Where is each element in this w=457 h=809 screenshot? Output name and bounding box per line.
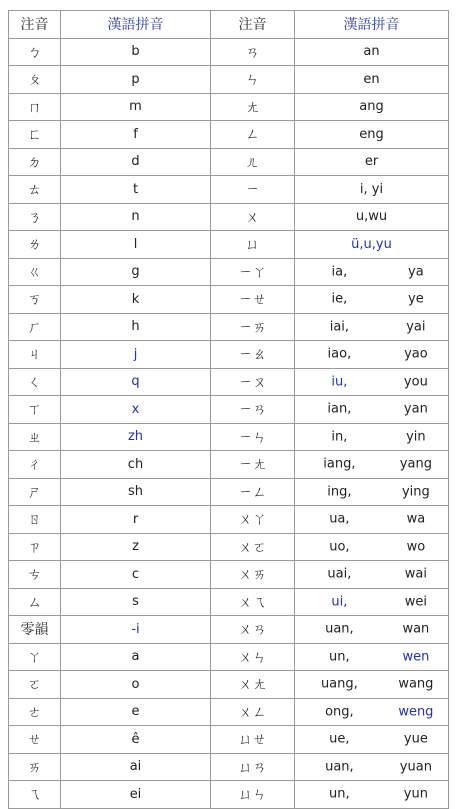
table-row — [9, 148, 449, 176]
table-row — [9, 38, 449, 66]
zhuyin-cell: ㄣ — [211, 66, 295, 94]
pinyin-standalone-form: wen — [402, 649, 430, 665]
zhuyin-cell: ㄞ — [9, 753, 61, 781]
zhuyin-cell: ㄋ — [9, 203, 61, 231]
pinyin-form: iang, — [323, 456, 356, 472]
pinyin-cell — [295, 781, 449, 809]
pinyin-cell: b — [61, 38, 211, 66]
table-row — [9, 561, 449, 589]
pinyin-cell: e — [61, 698, 211, 726]
pinyin-standalone-form: yue — [403, 731, 428, 747]
zhuyin-cell: ㄢ — [211, 38, 295, 66]
pinyin-form: uai, — [327, 566, 352, 582]
table-row — [9, 231, 449, 259]
zhuyin-cell: ㄔ — [9, 451, 61, 479]
pinyin-standalone-form: yan — [403, 401, 428, 417]
table-row — [9, 506, 449, 534]
pinyin-cell: d — [61, 148, 211, 176]
pinyin-standalone-form: ya — [408, 264, 424, 280]
pinyin-form: un, — [329, 786, 350, 802]
pinyin-cell: sh — [61, 478, 211, 506]
table-row — [9, 451, 449, 479]
pinyin-form: ie, — [331, 291, 348, 307]
zhuyin-cell: ㄨㄢ — [211, 616, 295, 644]
pinyin-cell: ang — [295, 93, 449, 121]
zhuyin-cell: ㄧㄞ — [211, 313, 295, 341]
pinyin-cell: x — [61, 396, 211, 424]
table-row — [9, 671, 449, 699]
pinyin-form: ian, — [327, 401, 352, 417]
pinyin-cell: j — [61, 341, 211, 369]
pinyin-cell: p — [61, 66, 211, 94]
zhuyin-cell: ㄟ — [9, 781, 61, 809]
pinyin-cell: f — [61, 121, 211, 149]
zhuyin-cell: ㄧㄤ — [211, 451, 295, 479]
zhuyin-cell: ㄘ — [9, 561, 61, 589]
zhuyin-cell: 零韻 — [9, 616, 61, 644]
pinyin-standalone-form: yao — [404, 346, 428, 362]
pinyin-cell — [295, 671, 449, 699]
zhuyin-cell: ㄊ — [9, 176, 61, 204]
pinyin-standalone-form: yang — [399, 456, 432, 472]
pinyin-cell: ai — [61, 753, 211, 781]
zhuyin-cell: ㄖ — [9, 506, 61, 534]
pinyin-cell: n — [61, 203, 211, 231]
pinyin-cell — [295, 451, 449, 479]
pinyin-cell — [295, 313, 449, 341]
pinyin-cell: eng — [295, 121, 449, 149]
pinyin-cell — [295, 561, 449, 589]
pinyin-standalone-form: yun — [403, 786, 428, 802]
pinyin-cell — [295, 396, 449, 424]
table-row — [9, 313, 449, 341]
pinyin-standalone-form: yai — [406, 319, 426, 335]
pinyin-cell — [295, 643, 449, 671]
zhuyin-cell: ㄌ — [9, 231, 61, 259]
pinyin-cell: a — [61, 643, 211, 671]
pinyin-cell — [295, 588, 449, 616]
pinyin-form: uang, — [320, 676, 358, 692]
zhuyin-cell: ㄩ — [211, 231, 295, 259]
pinyin-form: ia, — [331, 264, 348, 280]
pinyin-cell — [295, 478, 449, 506]
table-row — [9, 478, 449, 506]
pinyin-cell: k — [61, 286, 211, 314]
pinyin-cell: q — [61, 368, 211, 396]
zhuyin-cell: ㄨㄤ — [211, 671, 295, 699]
pinyin-form: in, — [331, 429, 348, 445]
pinyin-cell: o — [61, 671, 211, 699]
zhuyin-cell: ㄉ — [9, 148, 61, 176]
zhuyin-cell: ㄑ — [9, 368, 61, 396]
zhuyin-cell: ㄛ — [9, 671, 61, 699]
zhuyin-cell: ㄙ — [9, 588, 61, 616]
pinyin-cell — [295, 753, 449, 781]
pinyin-standalone-form: wang — [398, 676, 434, 692]
pinyin-form: un, — [329, 649, 350, 665]
zhuyin-cell: ㄜ — [9, 698, 61, 726]
zhuyin-cell: ㄧㄥ — [211, 478, 295, 506]
zhuyin-cell: ㄤ — [211, 93, 295, 121]
zhuyin-cell: ㄆ — [9, 66, 61, 94]
zhuyin-pinyin-table — [8, 10, 449, 809]
pinyin-standalone-form: wei — [404, 594, 427, 610]
pinyin-cell: i, yi — [295, 176, 449, 204]
zhuyin-cell: ㄧㄠ — [211, 341, 295, 369]
zhuyin-cell: ㄐ — [9, 341, 61, 369]
pinyin-form: uan, — [325, 621, 354, 637]
table-row — [9, 753, 449, 781]
zhuyin-cell: ㄩㄢ — [211, 753, 295, 781]
zhuyin-cell: ㄨㄣ — [211, 643, 295, 671]
pinyin-cell: ê — [61, 726, 211, 754]
table-row — [9, 203, 449, 231]
pinyin-cell: h — [61, 313, 211, 341]
pinyin-cell: ch — [61, 451, 211, 479]
zhuyin-cell: ㄦ — [211, 148, 295, 176]
pinyin-form: ong, — [325, 704, 354, 720]
pinyin-cell — [295, 368, 449, 396]
zhuyin-cell: ㄗ — [9, 533, 61, 561]
pinyin-cell — [295, 341, 449, 369]
pinyin-cell: g — [61, 258, 211, 286]
zhuyin-cell: ㄈ — [9, 121, 61, 149]
table-row — [9, 66, 449, 94]
table-row — [9, 258, 449, 286]
pinyin-cell — [295, 698, 449, 726]
pinyin-cell — [295, 258, 449, 286]
zhuyin-cell: ㄧㄝ — [211, 286, 295, 314]
zhuyin-cell: ㄨㄞ — [211, 561, 295, 589]
zhuyin-cell: ㄇ — [9, 93, 61, 121]
zhuyin-cell: ㄨㄛ — [211, 533, 295, 561]
table-row — [9, 286, 449, 314]
pinyin-form: uan, — [325, 759, 354, 775]
table-row — [9, 368, 449, 396]
table-row — [9, 176, 449, 204]
pinyin-standalone-form: wan — [402, 621, 430, 637]
zhuyin-cell: ㄨㄟ — [211, 588, 295, 616]
table-row — [9, 588, 449, 616]
pinyin-cell: m — [61, 93, 211, 121]
zhuyin-cell: ㄧㄢ — [211, 396, 295, 424]
pinyin-standalone-form: ye — [408, 291, 424, 307]
zhuyin-cell: ㄚ — [9, 643, 61, 671]
pinyin-standalone-form: yuan — [399, 759, 432, 775]
table-row — [9, 121, 449, 149]
table-row — [9, 423, 449, 451]
table-row — [9, 341, 449, 369]
pinyin-cell — [295, 533, 449, 561]
pinyin-cell: en — [295, 66, 449, 94]
zhuyin-cell: ㄕ — [9, 478, 61, 506]
zhuyin-cell: ㄧㄡ — [211, 368, 295, 396]
pinyin-cell — [295, 616, 449, 644]
pinyin-cell: an — [295, 38, 449, 66]
pinyin-form: ing, — [327, 484, 352, 500]
table-row — [9, 533, 449, 561]
zhuyin-cell: ㄒ — [9, 396, 61, 424]
pinyin-standalone-form: wa — [406, 511, 426, 527]
zhuyin-cell: ㄝ — [9, 726, 61, 754]
zhuyin-cell: ㄧㄣ — [211, 423, 295, 451]
zhuyin-cell: ㄎ — [9, 286, 61, 314]
table-row — [9, 781, 449, 809]
zhuyin-cell: ㄓ — [9, 423, 61, 451]
pinyin-standalone-form: yin — [406, 429, 426, 445]
pinyin-cell: c — [61, 561, 211, 589]
pinyin-cell: r — [61, 506, 211, 534]
table-row — [9, 643, 449, 671]
pinyin-form: uo, — [329, 539, 350, 555]
pinyin-cell — [295, 286, 449, 314]
header-pinyin-1: 漢語拼音 — [61, 11, 211, 39]
header-row — [9, 11, 449, 39]
zhuyin-cell: ㄏ — [9, 313, 61, 341]
zhuyin-cell: ㄧ — [211, 176, 295, 204]
header-pinyin-2: 漢語拼音 — [295, 11, 449, 39]
pinyin-cell — [295, 506, 449, 534]
pinyin-cell: ei — [61, 781, 211, 809]
zhuyin-cell: ㄨㄥ — [211, 698, 295, 726]
pinyin-standalone-form: weng — [398, 704, 434, 720]
pinyin-standalone-form: ying — [401, 484, 430, 500]
zhuyin-cell: ㄧㄚ — [211, 258, 295, 286]
pinyin-standalone-form: wo — [406, 539, 426, 555]
table-row — [9, 698, 449, 726]
zhuyin-cell: ㄩㄣ — [211, 781, 295, 809]
zhuyin-cell: ㄨㄚ — [211, 506, 295, 534]
pinyin-cell: l — [61, 231, 211, 259]
header-zhuyin-2: 注音 — [211, 11, 295, 39]
zhuyin-cell: ㄩㄝ — [211, 726, 295, 754]
table-row — [9, 616, 449, 644]
zhuyin-cell: ㄥ — [211, 121, 295, 149]
header-zhuyin-1: 注音 — [9, 11, 61, 39]
pinyin-cell: s — [61, 588, 211, 616]
pinyin-standalone-form: you — [403, 374, 428, 390]
pinyin-standalone-form: wai — [404, 566, 427, 582]
pinyin-form: iai, — [329, 319, 350, 335]
pinyin-form: ua, — [329, 511, 350, 527]
pinyin-form: ui, — [331, 594, 348, 610]
pinyin-cell: u,wu — [295, 203, 449, 231]
pinyin-cell — [295, 423, 449, 451]
pinyin-cell: zh — [61, 423, 211, 451]
zhuyin-cell: ㄅ — [9, 38, 61, 66]
zhuyin-cell: ㄨ — [211, 203, 295, 231]
table-row — [9, 726, 449, 754]
table-row — [9, 396, 449, 424]
pinyin-form: ue, — [329, 731, 350, 747]
pinyin-cell: z — [61, 533, 211, 561]
pinyin-form: iu, — [331, 374, 348, 390]
pinyin-form: iao, — [327, 346, 352, 362]
table-row — [9, 93, 449, 121]
pinyin-cell: -i — [61, 616, 211, 644]
pinyin-cell: t — [61, 176, 211, 204]
zhuyin-cell: ㄍ — [9, 258, 61, 286]
pinyin-cell: er — [295, 148, 449, 176]
pinyin-cell: ü,u,yu — [295, 231, 449, 259]
pinyin-cell — [295, 726, 449, 754]
